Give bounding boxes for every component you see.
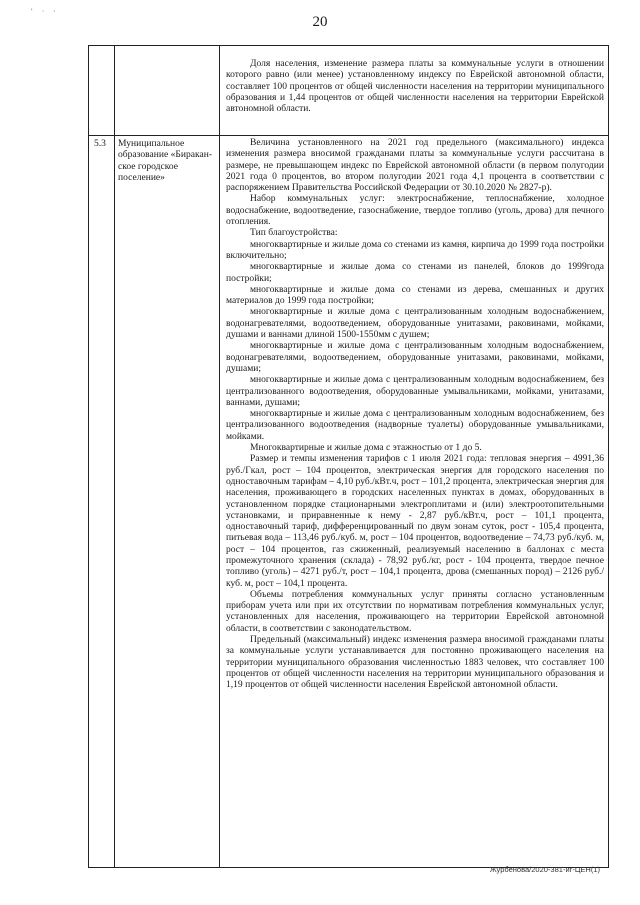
- document-footer-code: Журбенова/2020-381-иг-ЦЕН(1): [489, 865, 600, 874]
- row-number-cell: [89, 46, 115, 136]
- paragraph: многоквартирные и жилые дома со стенами из дерева, смешанных и других материалов до 1999 года постройки;: [226, 283, 604, 307]
- scan-artifact-marks: ' · ·: [30, 8, 59, 15]
- description-cell: [220, 46, 609, 136]
- document-table: [88, 45, 609, 868]
- description-cell: [220, 136, 609, 868]
- paragraph: Набор коммунальных услуг: электроснабжение, теплоснабжение, холодное водоснабжение, водоотведение, газоснабжение, твердое топливо (уголь, дрова) для печного отопления.: [226, 193, 604, 228]
- paragraph: Многоквартирные и жилые дома с этажностью от 1 до 5.: [250, 442, 482, 454]
- row-number-cell: 5.3: [89, 136, 115, 868]
- paragraph: Предельный (максимальный) индекс изменения размера вносимой гражданами платы за коммунальные услуги устанавливается для постоянно проживающего населения на территории муниципального образования численностью 1883 человек, что составляет 100 процентов от общей численности населения на территории муниципального образования и 1,19 процентов от общей численности населения Еврейской автономной области.: [226, 634, 604, 691]
- table-row: [89, 46, 609, 136]
- paragraph: Величина установленного на 2021 год предельного (максимального) индекса изменения размера вносимой гражданами платы за коммунальные услуги рассчитана в размере, не превышающем индекс по Еврейской автономной области (в первом полугодии 2021 года 0 процентов, во втором полугодии 2021 года 4,1 процента в соответствии с распоряжением Правительства Российской Федерации от 30.10.2020 № 2827-р).: [226, 137, 604, 194]
- paragraph: многоквартирные и жилые дома со стенами из камня, кирпича до 1999 года постройки включительно;: [226, 238, 604, 261]
- paragraph: Тип благоустройства:: [250, 227, 338, 239]
- municipality-name-cell: [115, 46, 220, 136]
- paragraph: многоквартирные и жилые дома с централизованным холодным водоснабжением, водонагревателями, водоотведением, оборудованные унитазами, раковинами, мойками, душами;: [226, 340, 604, 374]
- page-number: 20: [312, 14, 328, 30]
- table-row: [89, 136, 609, 868]
- paragraph: Объемы потребления коммунальных услуг приняты согласно установленным приборам учета или при их отсутствии по нормативам потребления коммунальных услуг, установленных для населения, проживающего на территории Еврейской автономной области, в соответствии с законодательством.: [226, 588, 604, 634]
- paragraph: многоквартирные и жилые дома с централизованным холодным водоснабжением, без централизованного водоотведения, оборудованные умывальниками, мойками, унитазами, ваннами, душами;: [226, 374, 604, 408]
- municipality-name-cell: Муниципальное образование «Бираканское городское поселение»: [115, 136, 220, 868]
- paragraph: многоквартирные и жилые дома с централизованным холодным водоснабжением, водонагревателями, водоотведением, оборудованные унитазами, раковинами, мойками, душами и ваннами длиной 1500-1550мм с душем;: [226, 306, 604, 341]
- paragraph: многоквартирные и жилые дома с централизованным холодным водоснабжением, без централизованного водоотведения (надворные туалеты) оборудованные умывальниками, мойками.: [226, 408, 604, 442]
- paragraph: многоквартирные и жилые дома со стенами из панелей, блоков до 1999года постройки;: [226, 261, 604, 284]
- paragraph: Доля населения, изменение размера платы за коммунальные услуги в отношении которого равно (или менее) установленному индексу по Еврейской автономной области, составляет 100 процентов от общей численности населения на территории муниципального образования и 1,44 процентов от общей численности населения на территории Еврейской автономной области.: [226, 58, 604, 115]
- paragraph: Размер и темпы изменения тарифов с 1 июля 2021 года: тепловая энергия – 4991,36 руб./Гкал, рост – 104 процентов, электрическая энергия для городского населения по одноставочным тарифам – 4,10 руб./кВт.ч, рост – 101,2 процента, электрическая энергия для населения, проживающего в городских населенных пунктах в домах, оборудованных в установленном порядке стационарными электроплитами и (или) электроотопительными установками, и приравненные к нему - 2,87 руб./кВт.ч, рост – 101,1 процента, одноставочный тариф, дифференцированный по двум зонам суток, рост - 105,4 процента, питьевая вода – 113,46 руб./куб. м, рост – 104 процентов, водоотведение – 74,73 руб./куб. м, рост – 104 процентов, газ сжиженный, реализуемый населению в баллонах с места промежуточного хранения (склада) - 78,92 руб./кг, рост - 104 процента, твердое печное топливо (уголь) – 4271 руб./т, рост – 104,1 процента, дрова (смешанных пород) – 2126 руб./куб. м, рост – 104,1 процента.: [226, 453, 604, 589]
